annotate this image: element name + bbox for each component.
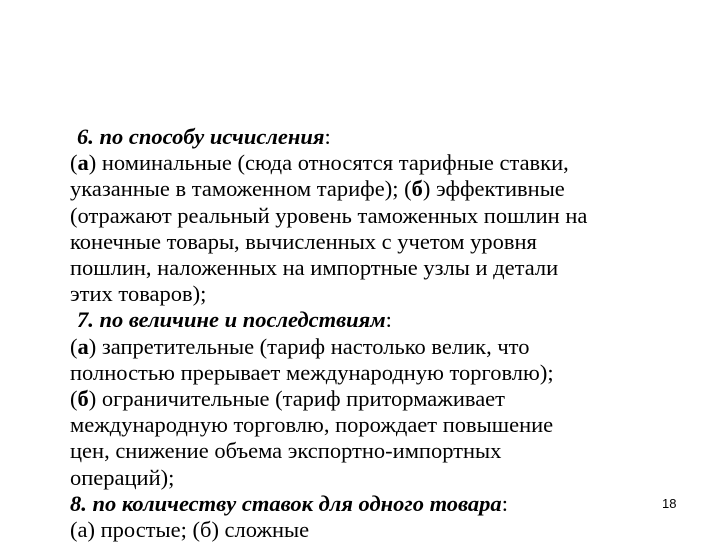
line-text: (отражают реальный уровень таможенных пошлин на [70, 202, 588, 228]
text-line [70, 229, 710, 255]
text-line [70, 412, 710, 438]
item-letter: а [77, 150, 89, 176]
text-line [70, 203, 710, 229]
section-number: 7. [77, 307, 94, 333]
item-letter: б [77, 386, 89, 412]
line-text: операций); [70, 464, 175, 490]
text-line [70, 517, 710, 543]
item-letter: б [411, 176, 423, 202]
text-line [70, 465, 710, 491]
section-heading-7 [70, 307, 710, 333]
text-line [70, 150, 710, 176]
section-number: 6. [77, 124, 94, 149]
line-text: конечные товары, вычисленных с учетом уровня [70, 228, 537, 254]
text-line [70, 281, 710, 307]
section-heading-8 [70, 491, 710, 517]
line-text: ) запретительные (тариф настолько велик, что [88, 333, 530, 359]
colon: : [324, 124, 331, 149]
paren: ( [70, 386, 78, 412]
section-number: 8. [70, 490, 87, 516]
line-text: (а) простые; (б) сложные [70, 517, 310, 543]
text-line [70, 386, 710, 412]
text-line [70, 438, 710, 464]
colon: : [501, 490, 508, 516]
slide-body [70, 124, 710, 543]
line-text: международную торговлю, порождает повышение [70, 412, 554, 438]
paren: ( [70, 333, 78, 359]
line-text: ) номинальные (сюда относятся тарифные ставки, [88, 150, 569, 176]
line-text: цен, снижение объема экспортно-импортных [70, 438, 502, 464]
line-text: указанные в таможенном тарифе); ( [70, 176, 412, 202]
text-line [70, 334, 710, 360]
section-heading-6 [70, 124, 710, 150]
section-title: по величине и последствиям [99, 307, 386, 333]
paren: ( [70, 150, 78, 176]
line-text: полностью прерывает международную торговлю); [70, 359, 554, 385]
item-letter: а [77, 333, 89, 359]
colon: : [385, 307, 392, 333]
page-number: 18 [662, 496, 677, 511]
line-text: этих товаров); [70, 281, 207, 307]
line-text: ) ограничительные (тариф притормаживает [88, 386, 505, 412]
section-title: по способу исчисления [99, 124, 325, 149]
text-line [70, 176, 710, 202]
text-line [70, 255, 710, 281]
line-text: ) эффективные [422, 176, 565, 202]
text-line [70, 360, 710, 386]
section-title: по количеству ставок для одного товара [92, 490, 502, 516]
line-text: пошлин, наложенных на импортные узлы и детали [70, 255, 559, 281]
